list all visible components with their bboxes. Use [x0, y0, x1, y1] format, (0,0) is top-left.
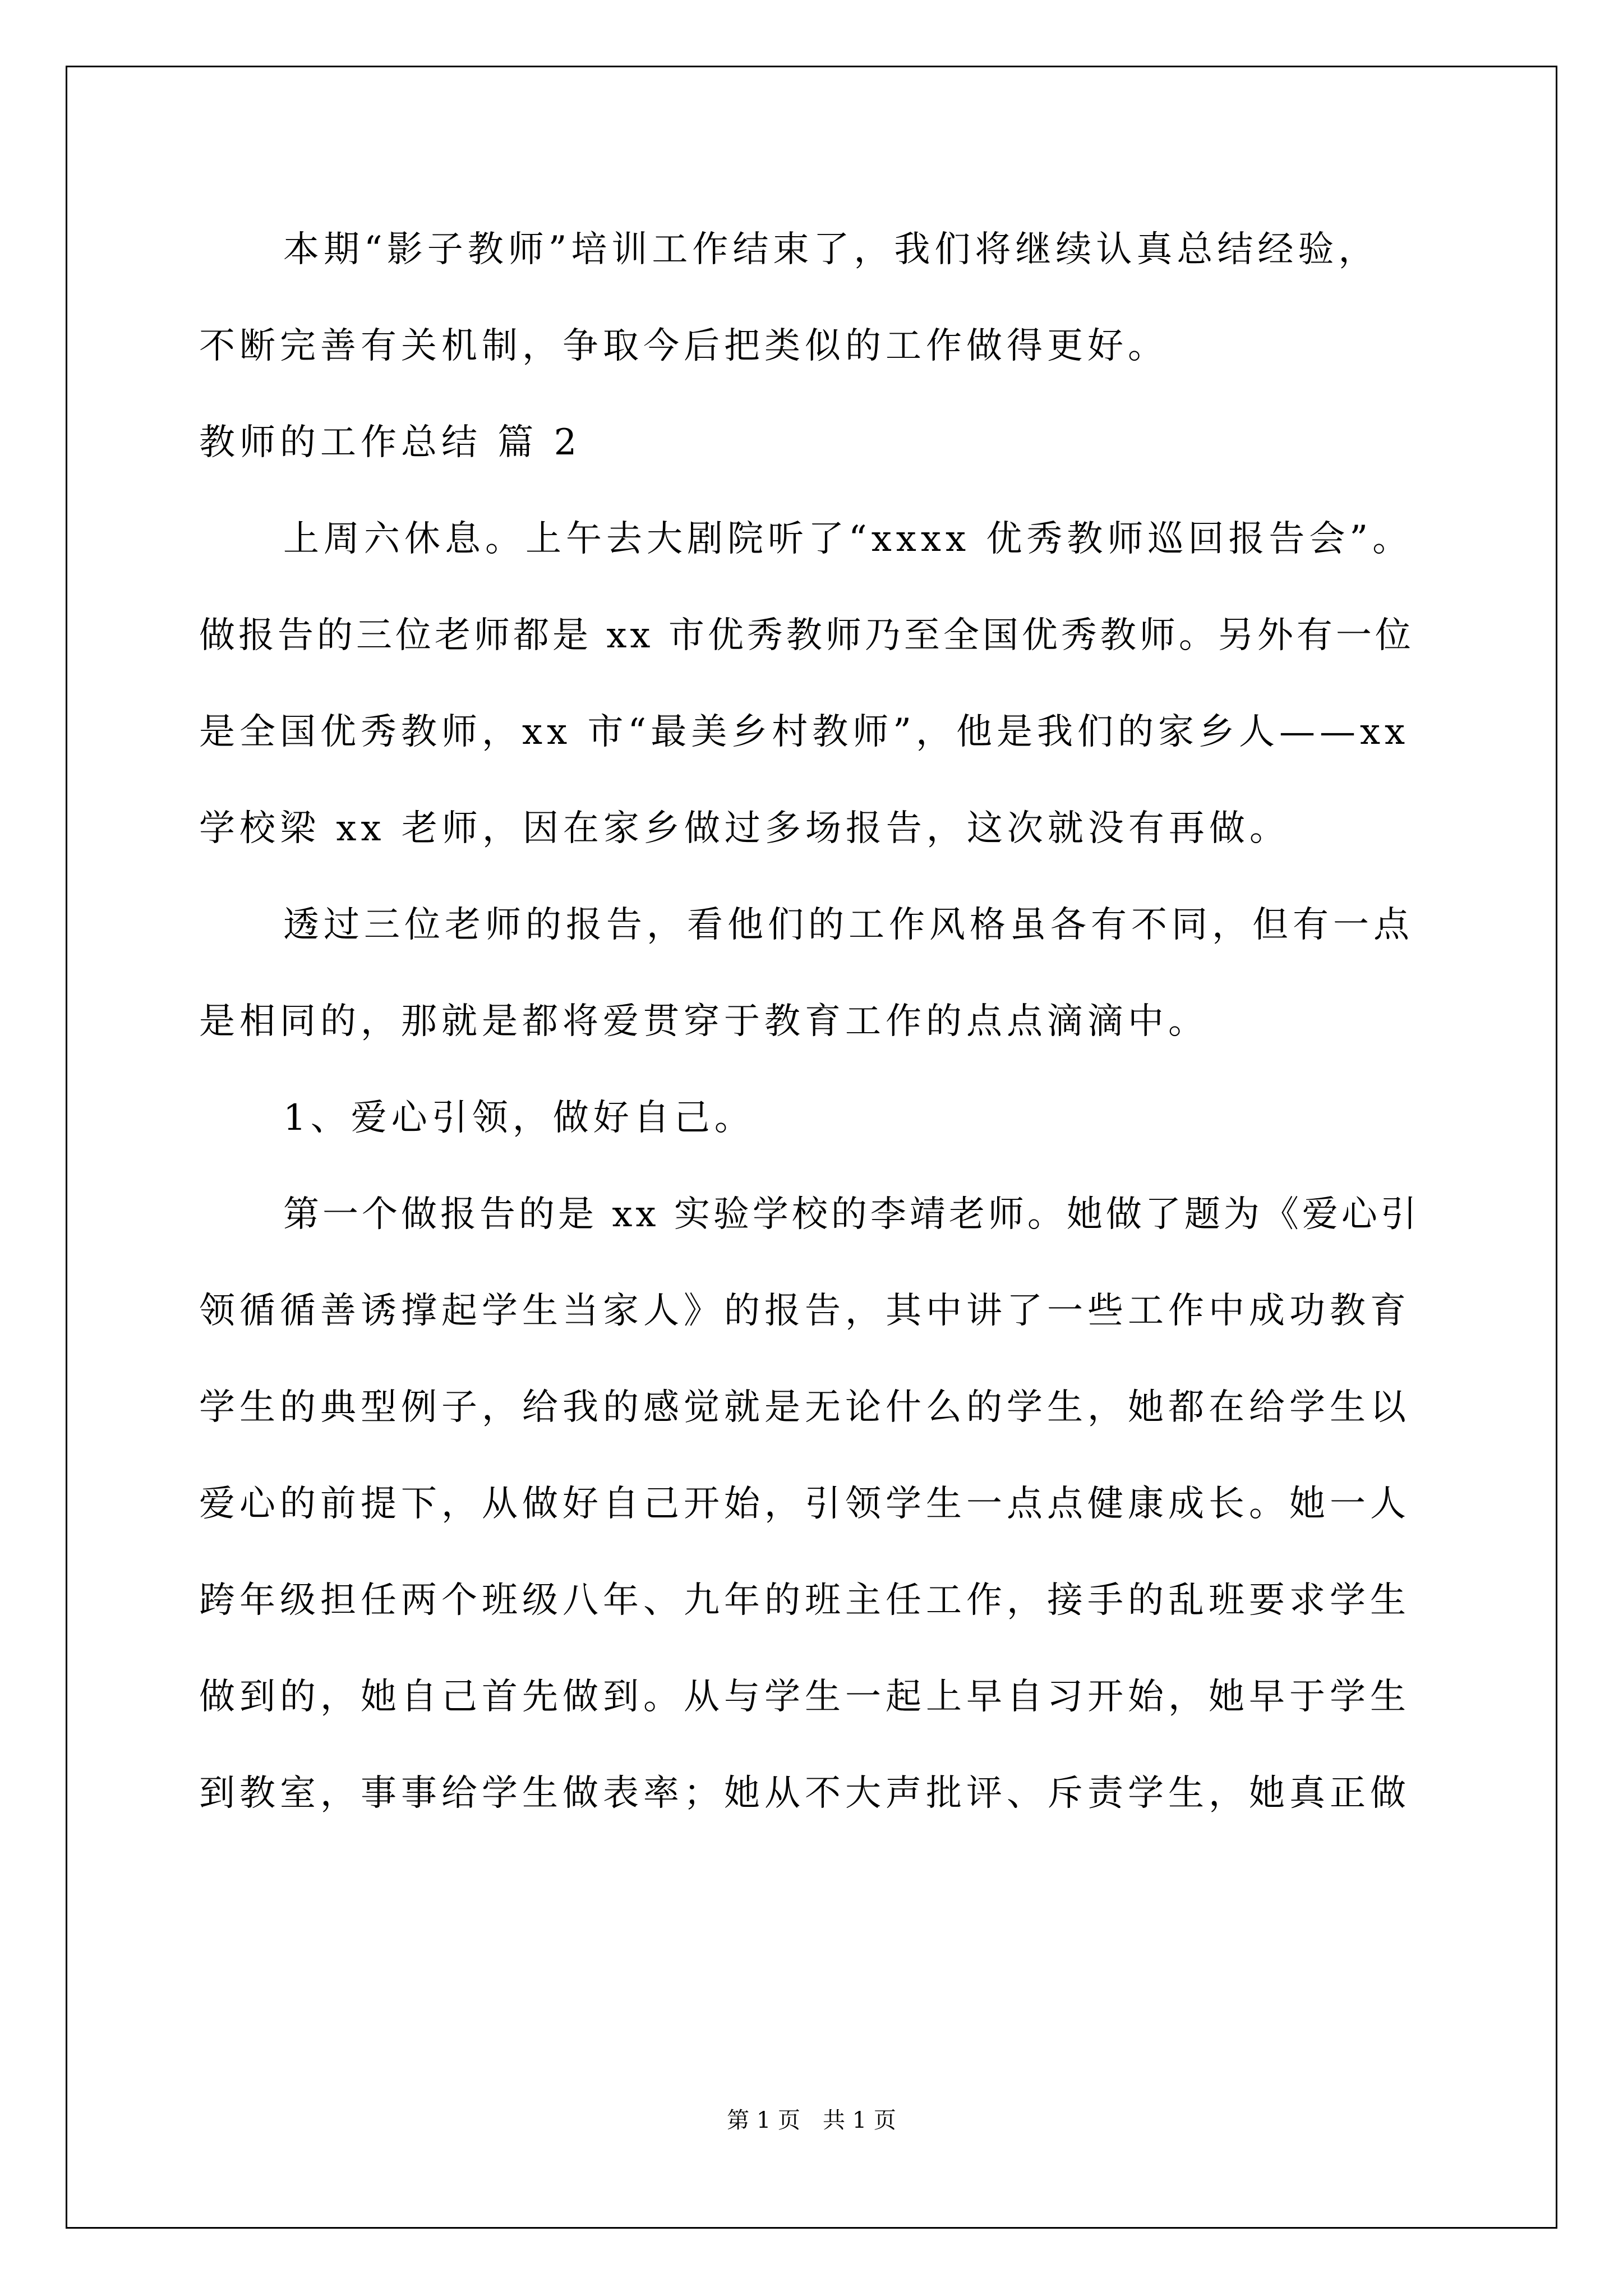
text-line: 做报告的三位老师都是 xx 市优秀教师乃至全国优秀教师。另外有一位 — [199, 615, 1414, 656]
list-heading: 1、爱心引领，做好自己。 — [283, 1097, 755, 1139]
text-line: 爱心的前提下，从做好自己开始，引领学生一点点健康成长。她一人 — [199, 1483, 1410, 1525]
text-line: 到教室，事事给学生做表率；她从不大声批评、斥责学生，她真正做 — [199, 1773, 1410, 1814]
text-line: 上周六休息。上午去大剧院听了“xxxx 优秀教师巡回报告会”。 — [283, 518, 1413, 560]
text-line: 做到的，她自己首先做到。从与学生一起上早自习开始，她早于学生 — [199, 1676, 1410, 1718]
text-line: 学生的典型例子，给我的感觉就是无论什么的学生，她都在给学生以 — [199, 1387, 1410, 1428]
text-line: 透过三位老师的报告，看他们的工作风格虽各有不同，但有一点 — [283, 904, 1414, 946]
text-line: 跨年级担任两个班级八年、九年的班主任工作，接手的乱班要求学生 — [199, 1580, 1410, 1621]
document-body — [199, 216, 1427, 1856]
text-line: 学校梁 xx 老师，因在家乡做过多场报告，这次就没有再做。 — [199, 808, 1290, 849]
section-heading: 教师的工作总结 篇 2 — [199, 422, 582, 463]
text-line: 领循循善诱撑起学生当家人》的报告，其中讲了一些工作中成功教育 — [199, 1290, 1410, 1332]
text-line: 是相同的，那就是都将爱贯穿于教育工作的点点滴滴中。 — [199, 1001, 1209, 1042]
text-line: 不断完善有关机制，争取今后把类似的工作做得更好。 — [199, 325, 1168, 367]
page-number-footer: 第 1 页 共 1 页 — [727, 2108, 896, 2133]
text-line: 第一个做报告的是 xx 实验学校的李靖老师。她做了题为《爱心引 — [283, 1194, 1420, 1235]
text-line: 是全国优秀教师，xx 市“最美乡村教师”，他是我们的家乡人——xx — [199, 711, 1410, 753]
text-line: 本期“影子教师”培训工作结束了，我们将继续认真总结经验， — [283, 229, 1379, 270]
